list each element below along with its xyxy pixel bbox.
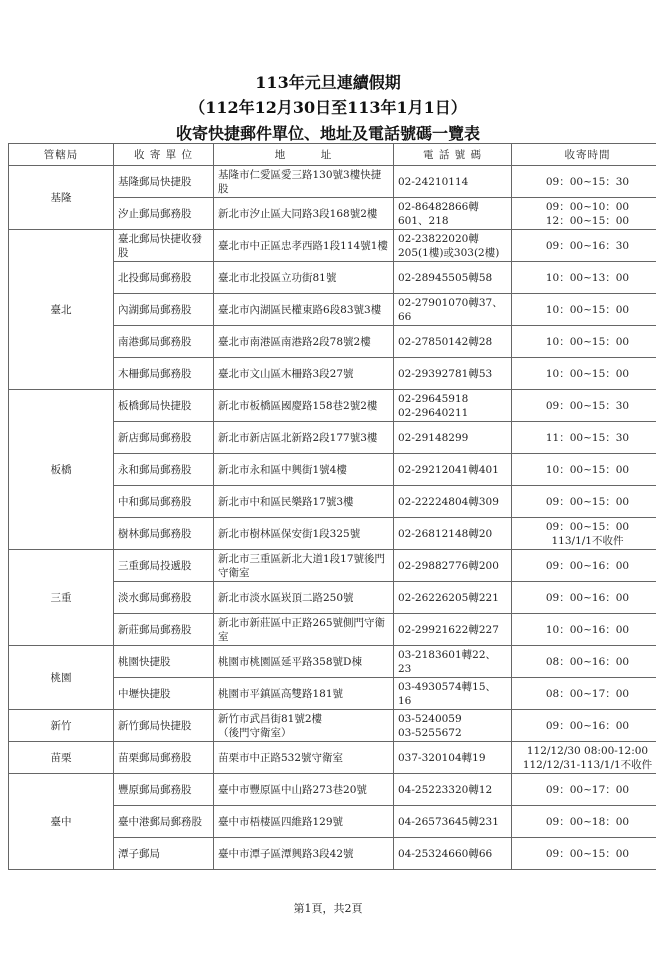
address-cell: 臺中市豐原區中山路273巷20號: [214, 774, 394, 806]
address-cell: 新北市汐止區大同路3段168號2樓: [214, 198, 394, 230]
phone-cell: 03-4930574轉15、16: [394, 678, 512, 710]
header-unit: 收 寄 單 位: [114, 144, 214, 166]
address-cell: 新北市樹林區保安街1段325號: [214, 518, 394, 550]
document-title: 113年元旦連續假期: [255, 73, 401, 92]
address-cell: 新北市新莊區中正路265號側門守衛室: [214, 614, 394, 646]
address-cell: 新北市永和區中興街1號4樓: [214, 454, 394, 486]
area-cell: 臺中: [9, 774, 114, 870]
hours-cell: 09：00~16：30: [512, 230, 656, 262]
address-cell: 臺北市南港區南港路2段78號2樓: [214, 326, 394, 358]
phone-cell: 04-26573645轉231: [394, 806, 512, 838]
phone-cell: 02-29392781轉53: [394, 358, 512, 390]
hours-cell: 09：00~15：00 113/1/1不收件: [512, 518, 656, 550]
address-cell: 新北市三重區新北大道1段17號後門守衛室: [214, 550, 394, 582]
hours-cell: 10：00~15：00: [512, 326, 656, 358]
table-header-row: [9, 144, 656, 166]
hours-cell: 10：00~15：00: [512, 358, 656, 390]
phone-cell: 03-5240059 03-5255672: [394, 710, 512, 742]
phone-cell: 037-320104轉19: [394, 742, 512, 774]
hours-cell: 10：00~16：00: [512, 614, 656, 646]
address-cell: 基隆市仁愛區愛三路130號3樓快捷股: [214, 166, 394, 198]
unit-cell: 臺中港郵局郵務股: [114, 806, 214, 838]
address-cell: 新北市淡水區崁頂二路250號: [214, 582, 394, 614]
hours-cell: 08：00~16：00: [512, 646, 656, 678]
hours-cell: 09：00~15：00: [512, 486, 656, 518]
hours-cell: 09：00~15：30: [512, 166, 656, 198]
table-row: [9, 390, 656, 422]
hours-cell: 10：00~15：00: [512, 454, 656, 486]
phone-cell: 02-26812148轉20: [394, 518, 512, 550]
address-cell: 臺中市梧棲區四維路129號: [214, 806, 394, 838]
unit-cell: 南港郵局郵務股: [114, 326, 214, 358]
hours-cell: 09：00~16：00: [512, 550, 656, 582]
address-cell: 臺北市文山區木柵路3段27號: [214, 358, 394, 390]
hours-cell: 09：00~18：00: [512, 806, 656, 838]
unit-cell: 新莊郵局郵務股: [114, 614, 214, 646]
address-cell: 臺中市潭子區潭興路3段42號: [214, 838, 394, 870]
header-phone: 電 話 號 碼: [394, 144, 512, 166]
header-area: 管轄局: [9, 144, 114, 166]
unit-cell: 基隆郵局快捷股: [114, 166, 214, 198]
table-row: [9, 646, 656, 678]
hours-cell: 10：00~13：00: [512, 262, 656, 294]
phone-cell: 02-26226205轉221: [394, 582, 512, 614]
page-number: 第1頁，共2頁: [293, 902, 363, 915]
phone-cell: 02-22224804轉309: [394, 486, 512, 518]
table-title: 收寄快捷郵件單位、地址及電話號碼一覽表: [175, 124, 480, 143]
phone-cell: 04-25324660轉66: [394, 838, 512, 870]
address-cell: 新竹市武昌街81號2樓 （後門守衛室）: [214, 710, 394, 742]
unit-cell: 永和郵局郵務股: [114, 454, 214, 486]
area-cell: 三重: [9, 550, 114, 646]
unit-cell: 新竹郵局快捷股: [114, 710, 214, 742]
phone-cell: 02-27901070轉37、66: [394, 294, 512, 326]
header-hours: 收寄時間: [512, 144, 656, 166]
table-row: [9, 742, 656, 774]
address-cell: 新北市板橋區國慶路158巷2號2樓: [214, 390, 394, 422]
post-office-table: [8, 143, 656, 870]
phone-cell: 02-28945505轉58: [394, 262, 512, 294]
address-cell: 桃園市平鎮區高雙路181號: [214, 678, 394, 710]
unit-cell: 潭子郵局: [114, 838, 214, 870]
table-row: [9, 230, 656, 262]
area-cell: 苗栗: [9, 742, 114, 774]
hours-cell: 08：00~17：00: [512, 678, 656, 710]
hours-cell: 09：00~15：30: [512, 390, 656, 422]
table-row: [9, 774, 656, 806]
phone-cell: 02-27850142轉28: [394, 326, 512, 358]
address-cell: 新北市新店區北新路2段177號3樓: [214, 422, 394, 454]
phone-cell: 04-25223320轉12: [394, 774, 512, 806]
table-row: [9, 710, 656, 742]
phone-cell: 02-29148299: [394, 422, 512, 454]
unit-cell: 汐止郵局郵務股: [114, 198, 214, 230]
unit-cell: 中和郵局郵務股: [114, 486, 214, 518]
area-cell: 桃園: [9, 646, 114, 710]
header-address: 地 址: [214, 144, 394, 166]
unit-cell: 三重郵局投遞股: [114, 550, 214, 582]
area-cell: 板橋: [9, 390, 114, 550]
unit-cell: 板橋郵局快捷股: [114, 390, 214, 422]
address-cell: 臺北市內湖區民權東路6段83號3樓: [214, 294, 394, 326]
address-cell: 臺北市中正區忠孝西路1段114號1樓: [214, 230, 394, 262]
address-cell: 苗栗市中正路532號守衛室: [214, 742, 394, 774]
phone-cell: 02-29882776轉200: [394, 550, 512, 582]
hours-cell: 09：00~15：00: [512, 838, 656, 870]
phone-cell: 02-29645918 02-29640211: [394, 390, 512, 422]
hours-cell: 09：00~10：00 12：00~15：00: [512, 198, 656, 230]
unit-cell: 中壢快捷股: [114, 678, 214, 710]
hours-cell: 09：00~16：00: [512, 710, 656, 742]
area-cell: 新竹: [9, 710, 114, 742]
hours-cell: 112/12/30 08:00-12:00 112/12/31-113/1/1不收件: [512, 742, 656, 774]
hours-cell: 10：00~15：00: [512, 294, 656, 326]
table-row: [9, 550, 656, 582]
date-range-subtitle: （112年12月30日至113年1月1日）: [189, 98, 467, 117]
unit-cell: 豐原郵局郵務股: [114, 774, 214, 806]
hours-cell: 11：00~15：30: [512, 422, 656, 454]
phone-cell: 02-24210114: [394, 166, 512, 198]
unit-cell: 木柵郵局郵務股: [114, 358, 214, 390]
phone-cell: 02-86482866轉601、218: [394, 198, 512, 230]
address-cell: 桃園市桃園區延平路358號D棟: [214, 646, 394, 678]
phone-cell: 02-29921622轉227: [394, 614, 512, 646]
phone-cell: 02-29212041轉401: [394, 454, 512, 486]
hours-cell: 09：00~16：00: [512, 582, 656, 614]
area-cell: 臺北: [9, 230, 114, 390]
hours-cell: 09：00~17：00: [512, 774, 656, 806]
table-body: [9, 166, 656, 870]
unit-cell: 新店郵局郵務股: [114, 422, 214, 454]
address-cell: 新北市中和區民樂路17號3樓: [214, 486, 394, 518]
table-row: [9, 166, 656, 198]
unit-cell: 淡水郵局郵務股: [114, 582, 214, 614]
unit-cell: 臺北郵局快捷收發股: [114, 230, 214, 262]
address-cell: 臺北市北投區立功街81號: [214, 262, 394, 294]
phone-cell: 03-2183601轉22、23: [394, 646, 512, 678]
phone-cell: 02-23822020轉205(1樓)或303(2樓): [394, 230, 512, 262]
unit-cell: 內湖郵局郵務股: [114, 294, 214, 326]
unit-cell: 桃園快捷股: [114, 646, 214, 678]
unit-cell: 北投郵局郵務股: [114, 262, 214, 294]
unit-cell: 苗栗郵局郵務股: [114, 742, 214, 774]
area-cell: 基隆: [9, 166, 114, 230]
unit-cell: 樹林郵局郵務股: [114, 518, 214, 550]
